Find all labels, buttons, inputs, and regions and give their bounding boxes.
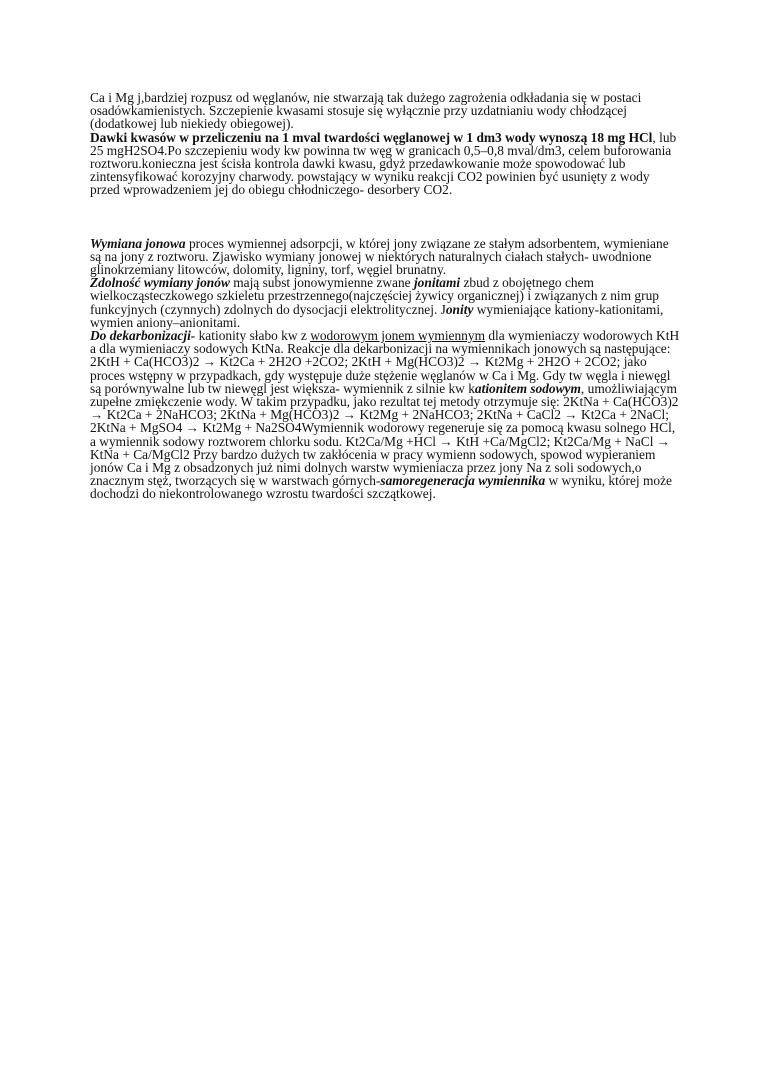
paragraph-ion-exchange bbox=[90, 237, 680, 277]
paragraph-text: mają subst jonowymienne zwane bbox=[229, 275, 414, 291]
paragraph-text: , umożliwiającym zupełne zmiękczenie wody. W takim przypadku, jako rezultat tej metody otrzymuje się: 2KtNa + Ca(HCO3)2 → Kt2Ca + 2NaHCO3; 2KtNa + Mg(HCO3)2 → Kt2Mg + 2NaHCO3; 2KtNa + CaCl2 → Kt2Ca + 2NaCl; 2KtNa + MgSO4 → Kt2Mg + Na2SO4Wymiennik wodorowy regeneruje się za pomocą kwasu solnego HCl, a wymiennik sodowy roztworem chlorku sodu. Kt2Ca/Mg +HCl → KtH +Ca/MgCl2; Kt2Ca/Mg + NaCl → KtNa + Ca/MgCl2 Przy bardzo dużych tw zakłócenia w pracy wymienn sodowych, spowod wypieraniem jonów Ca i Mg z obsadzonych już nimi dolnych warstw wymieniacza przez jony Na z soli sodowych,o znacznym stęż, tworzących się w warstwach górnych- bbox=[90, 380, 679, 489]
term-exchange-capacity: Zdolność wymiany jonów bbox=[90, 275, 230, 291]
underlined-phrase-hydrogen-ion: wodorowym jonem wymiennym bbox=[310, 328, 485, 344]
paragraph-text: proces wymiennej adsorpcji, w której jony związane ze stałym adsorbentem, wymieniane są na jony z roztworu. Zjawisko wymiany jonowej w niektórych naturalnych ciałach stałych- uwodnione glinokrzemiany litowców, dolomity, ligniny, torf, węgiel brunatny. bbox=[90, 235, 669, 278]
term-ionites: jonitami bbox=[413, 275, 461, 291]
paragraph-acid-doses bbox=[90, 131, 680, 197]
term-onity: onity bbox=[445, 301, 474, 317]
paragraph-text: , lub 25 mgH2SO4.Po szczepieniu wody kw powinna tw węg w granicach 0,5–0,8 mval/dm3, celem buforowania roztworu.konieczna jest ścisła kontrola dawki kwasu, gdyż przedawkowanie może spowodować lub zintensyfikować korozyjny charwody. powstający w wyniku reakcji CO2 powinien być usunięty z wody przed wprowadzeniem jej do obiegu chłodniczego- desorbery CO2. bbox=[90, 129, 677, 198]
paragraph-gap bbox=[90, 197, 680, 237]
paragraph-text: kationity słabo kw z bbox=[195, 328, 311, 344]
paragraph-exchange-capacity bbox=[90, 276, 680, 329]
paragraph-decarbonization bbox=[90, 329, 680, 501]
paragraph-text: w wyniku, której może dochodzi do niekontrolowanego wzrostu twardości szczątkowej. bbox=[90, 473, 672, 502]
paragraph-text: dla wymieniaczy wodorowych KtH a dla wymieniaczy sodowych KtNa. Reakcje dla dekarbonizacji na wymiennikach jonowych są następujące: 2KtH + Ca(HCO3)2 → Kt2Ca + 2H2O +2CO2; 2KtH + Mg(HCO3)2 → Kt2Mg + 2H2O + 2CO2; jako proces wstępny w przypadkach, gdy występuje duże stężenie węglanów w Ca i Mg. Gdy tw węgla i niewęgl są porównywalne lub tw niewęgl jest większa- wymiennik z silnie kw k bbox=[90, 328, 680, 396]
term-decarbonization: Do dekarbonizacji- bbox=[90, 328, 196, 344]
paragraph-text: Ca i Mg j,bardziej rozpusz od węglanów, nie stwarzają tak dużego zagrożenia odkładania się w postaci osadówkamienistych. Szczepienie kwasami stosuje się wyłącznie przy uzdatnianiu wody chłodzącej (dodatkowej lub niekiedy obiegowej). bbox=[90, 90, 642, 132]
term-self-regeneration: samoregeneracja wymiennika bbox=[380, 473, 546, 489]
paragraph-acid-dosing-intro bbox=[90, 91, 680, 131]
paragraph-text: wymieniające kationy-kationitami, wymien aniony–anionitami. bbox=[90, 301, 664, 330]
term-ion-exchange: Wymiana jonowa bbox=[90, 235, 186, 251]
document-page bbox=[90, 91, 680, 501]
paragraph-text: zbud z obojętnego chem wielkocząsteczkowego szkieletu przestrzennego(najczęściej żywicy organicznej) i związanych z nim grup funkcyjnych (czynnych) zdolnych do dysocjacji elektrolitycznej. J bbox=[90, 275, 659, 317]
bold-phrase-acid-doses: Dawki kwasów w przeliczeniu na 1 mval twardości węglanowej w 1 dm3 wody wynoszą 18 mg HCl bbox=[90, 129, 653, 145]
term-sodium-cationite: ationitem sodowym bbox=[474, 380, 581, 396]
